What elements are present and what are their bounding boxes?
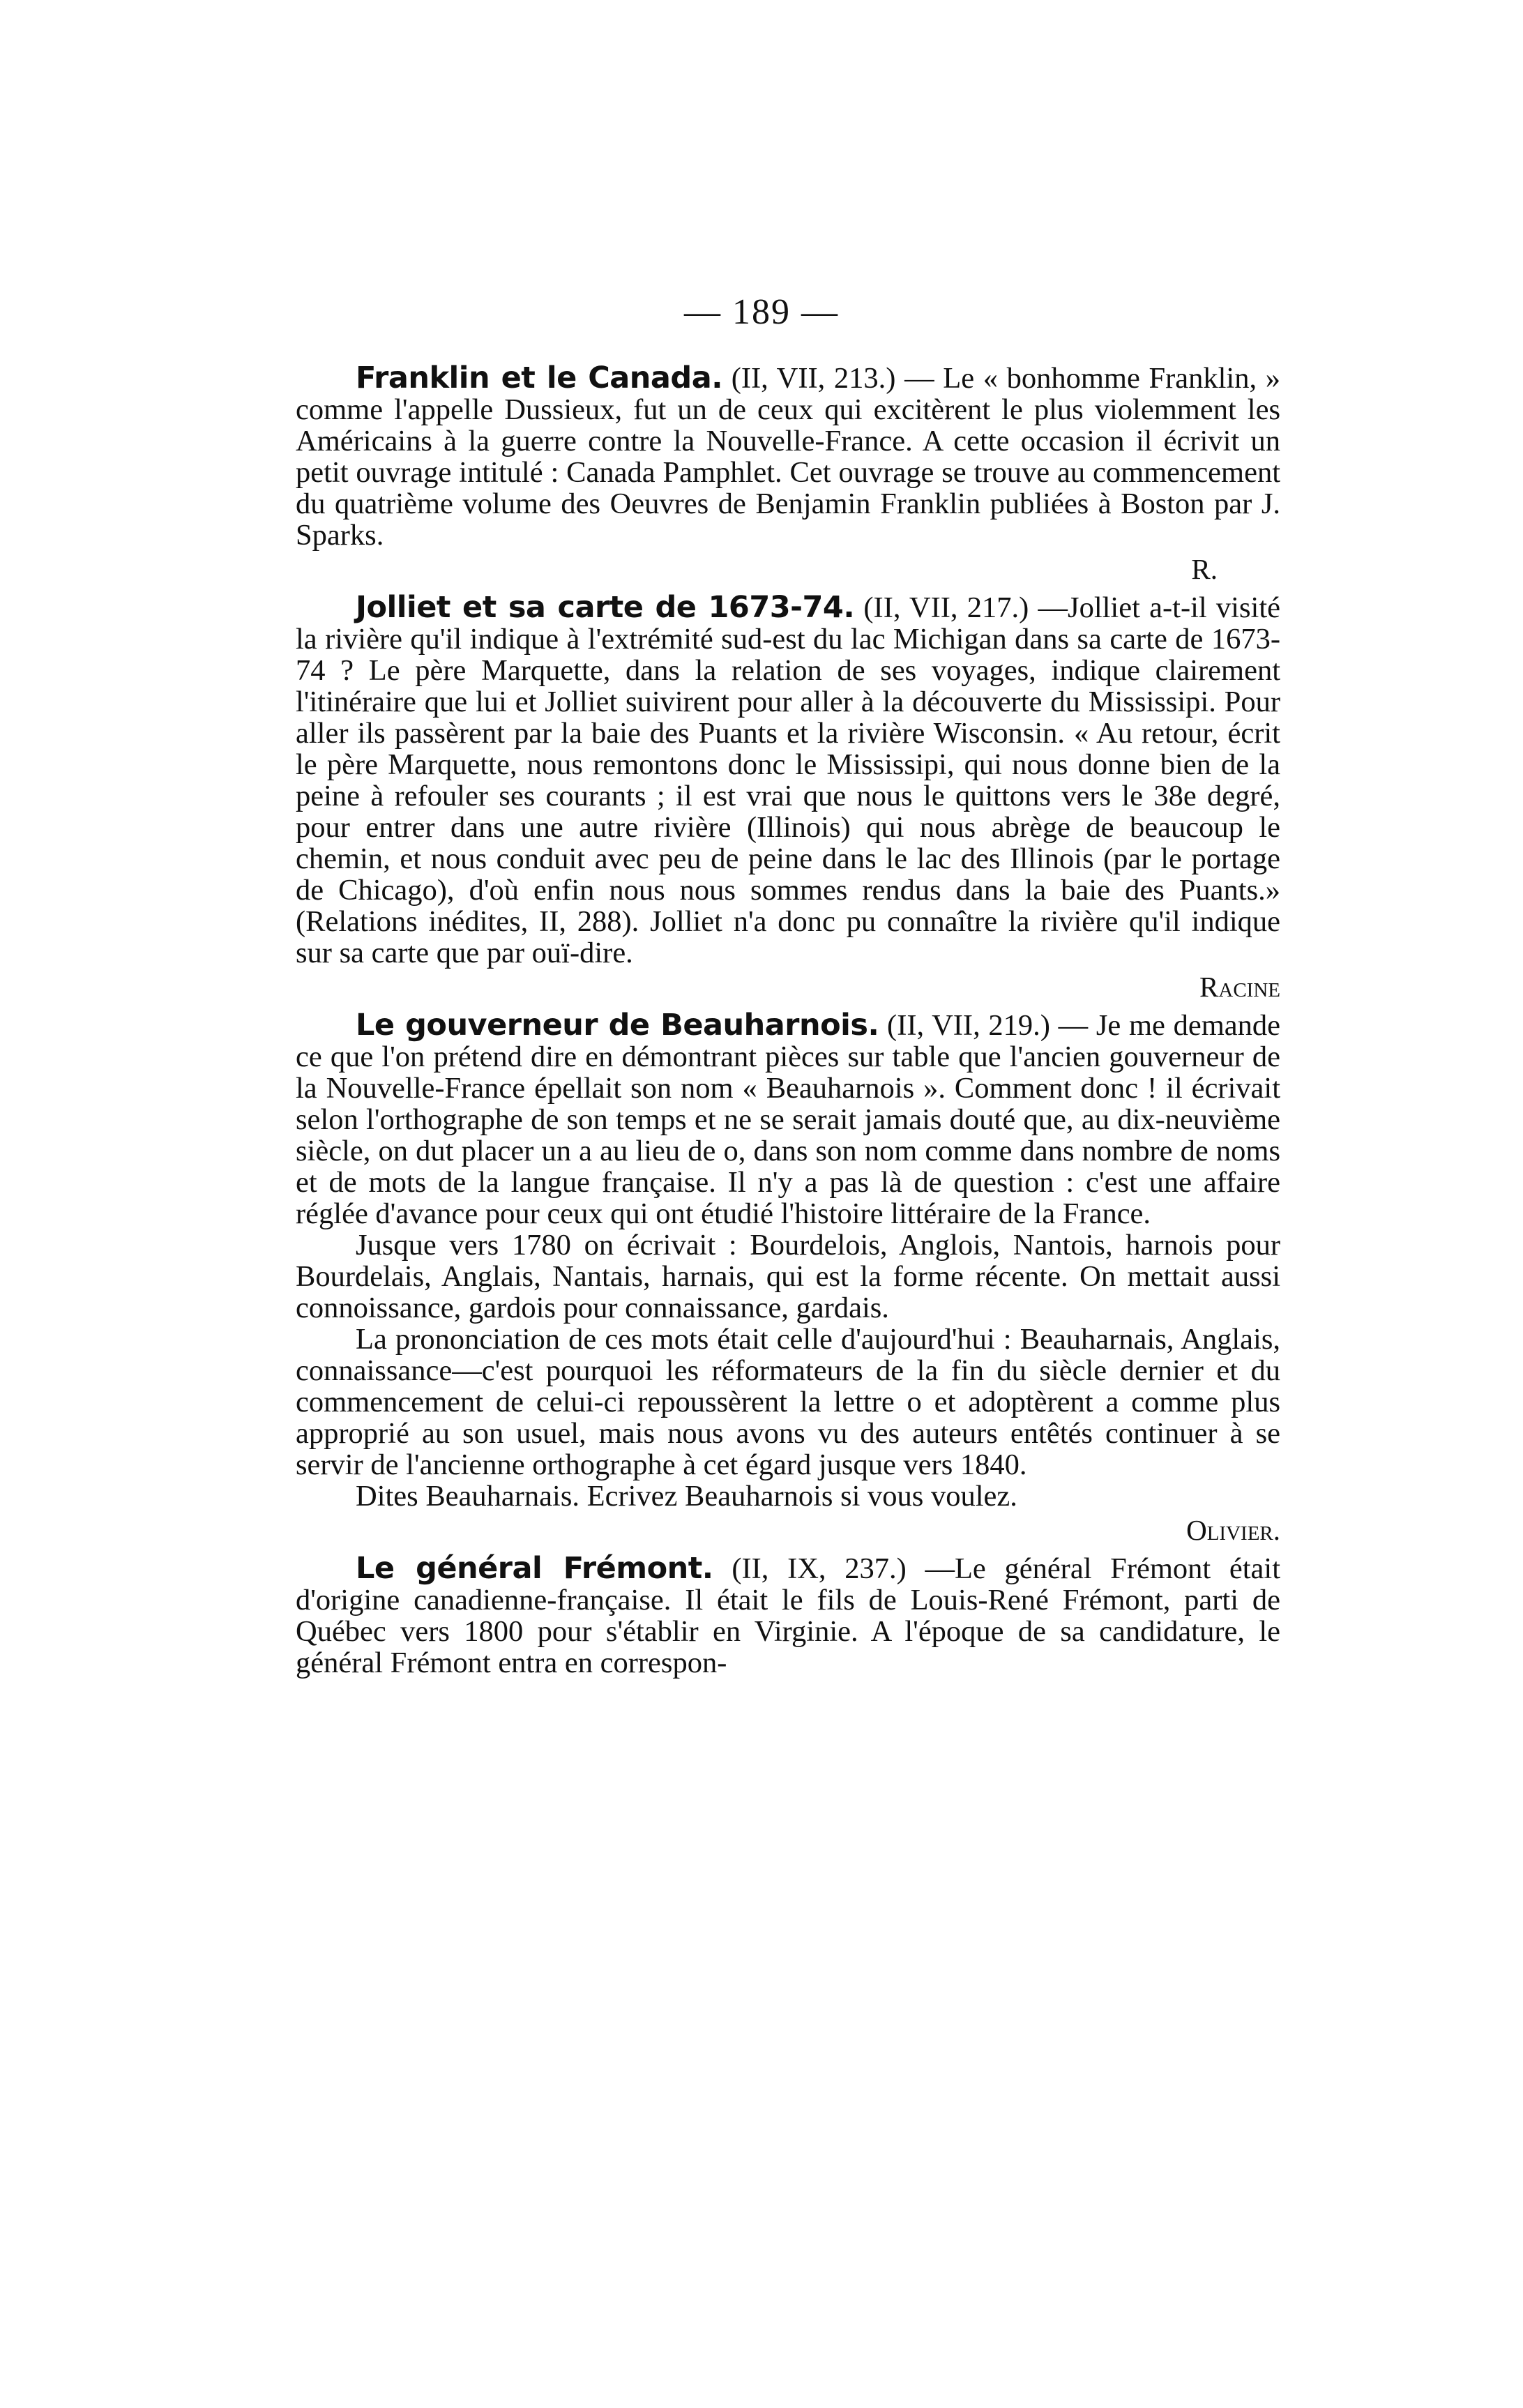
entry-jolliet <box>296 592 1280 1003</box>
entry-paragraph <box>296 1553 1280 1679</box>
entry-paragraph <box>296 592 1280 969</box>
entry-paragraph <box>296 363 1280 551</box>
entry-text: —Le général Frémont était d'origine canadienne-française. Il était le fils de Louis-René Frémont, parti de Québec vers 1800 pour s'établir en Virginie. A l'époque de sa candidature, le général Frémont entra en correspon- <box>296 1552 1281 1679</box>
entry-franklin <box>296 363 1280 585</box>
page-content <box>296 363 1280 1679</box>
entry-text: — Le « bonhomme Franklin, » comme l'appelle Dussieux, fut un de ceux qui excitèrent le plus violemment les Américains à la guerre contre la Nouvelle-France. A cette occasion il écrivit un petit ouvrage intitulé : Canada Pamphlet. Cet ouvrage se trouve au commencement du quatrième volume des Oeuvres de Benjamin Franklin publiées à Boston par J. Sparks. <box>296 362 1280 552</box>
entry-signature: Olivier. <box>1186 1514 1280 1546</box>
entry-signature: R. <box>1191 553 1218 585</box>
entry-fremont <box>296 1553 1280 1679</box>
entry-beauharnois <box>296 1010 1280 1546</box>
entry-reference: (II, VII, 219.) <box>887 1009 1050 1042</box>
entry-heading: Franklin et le Canada. <box>356 361 723 395</box>
entry-paragraph: Dites Beauharnais. Ecrivez Beauharnois si vous voulez. <box>356 1480 1017 1513</box>
entry-text: —Jolliet a-t-il visité la rivière qu'il indique à l'extrémité sud-est du lac Michigan dans sa carte de 1673-74 ? Le père Marquette, dans la relation de ses voyages, indique clairement l'itinéraire que lui et Jolliet suivirent pour aller à la découverte du Mississipi. Pour aller ils passèrent par la baie des Puants et la rivière Wisconsin. « Au retour, écrit le père Marquette, nous remontons donc le Mississipi, qui nous donne bien de la peine à refouler ses courants ; il est vrai que nous le quittons vers le 38e degré, pour entrer dans une autre rivière (Illinois) qui nous abrège de beaucoup le chemin, et nous conduit avec peu de peine dans le lac des Illinois (par le portage de Chicago), d'où enfin nous nous sommes rendus dans la baie des Puants.» (Relations inédites, II, 288). Jolliet n'a donc pu connaître la rivière qu'il indique sur sa carte que par ouï-dire. <box>296 591 1281 969</box>
entry-reference: (II, IX, 237.) <box>732 1552 907 1585</box>
entry-heading: Le général Frémont. <box>356 1551 713 1586</box>
page-number: — 189 — <box>684 292 839 332</box>
entry-heading: Le gouverneur de Beauharnois. <box>356 1008 879 1043</box>
entry-paragraph: La prononciation de ces mots était celle d'aujourd'hui : Beauharnais, Anglais, connaissance—c'est pourquoi les réformateurs de la fin du siècle dernier et du commencement de celui-ci repoussèrent la lettre o et adoptèrent a comme plus approprié au son usuel, mais nous avons vu des auteurs entêtés continuer à se servir de l'ancienne orthographe à cet égard jusque vers 1840. <box>296 1323 1280 1481</box>
entry-heading: Jolliet et sa carte de 1673-74. <box>356 590 855 625</box>
entry-reference: (II, VII, 213.) <box>731 362 896 395</box>
entry-reference: (II, VII, 217.) <box>863 591 1029 624</box>
entry-paragraph <box>296 1010 1280 1229</box>
entry-paragraph: Jusque vers 1780 on écrivait : Bourdelois, Anglois, Nantois, harnois pour Bourdelais, Anglais, Nantais, harnais, qui est la forme récente. On mettait aussi connoissance, gardois pour connaissance, gardais. <box>296 1229 1280 1324</box>
entry-signature: Racine <box>1199 971 1280 1003</box>
entry-text: — Je me demande ce que l'on prétend dire en démontrant pièces sur table que l'ancien gouverneur de la Nouvelle-France épellait son nom « Beauharnois ». Comment donc ! il écrivait selon l'orthographe de son temps et ne se serait jamais douté que, au dix-neuvième siècle, on dut placer un a au lieu de o, dans son nom comme dans nombre de noms et de mots de la langue française. Il n'y a pas là de question : c'est une affaire réglée d'avance pour ceux qui ont étudié l'histoire littéraire de la France. <box>296 1009 1281 1230</box>
